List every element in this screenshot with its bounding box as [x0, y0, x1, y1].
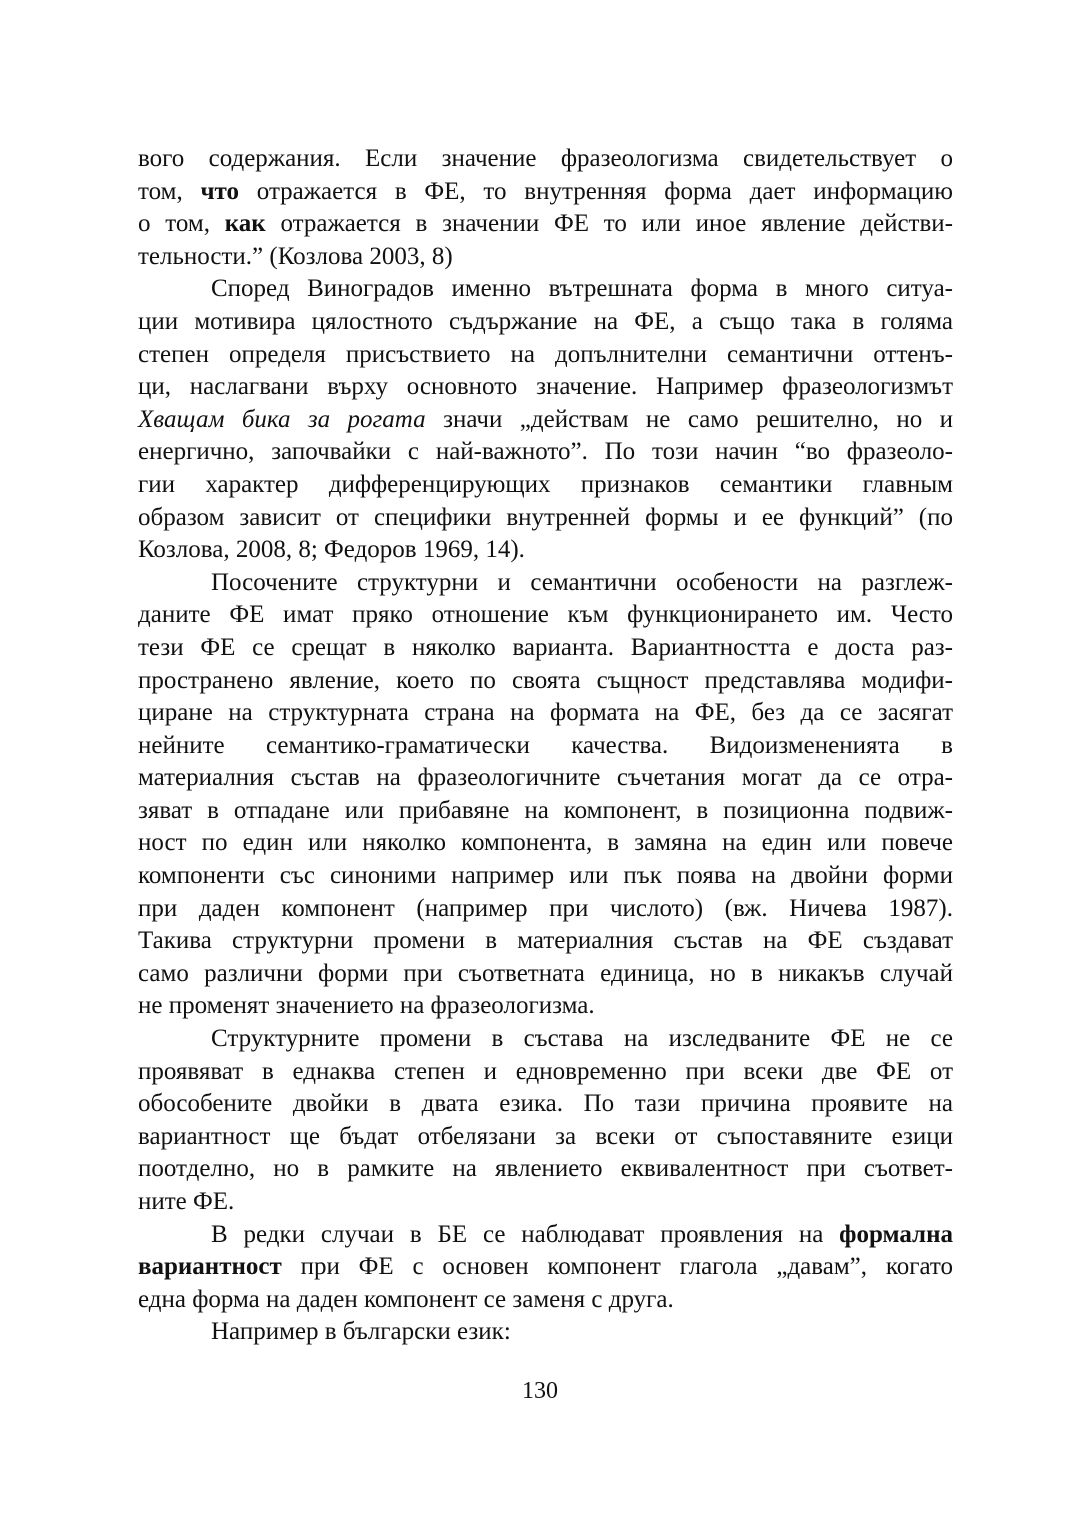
text-segment: при ФЕ с основен компонент глагола „давам”, когато — [281, 1253, 953, 1281]
text-line — [138, 958, 953, 991]
text-segment: зяват в отпадане или прибавяне на компонент, в позиционна подвиж- — [138, 796, 953, 824]
text-line — [138, 1121, 953, 1154]
text-segment: компоненти със синоними например или пък поява на двойни форми — [138, 862, 953, 890]
text-segment: значи „действам не само решително, но и — [425, 405, 953, 433]
text-line — [138, 599, 953, 632]
text-line — [138, 1284, 953, 1317]
text-segment: ните ФЕ. — [138, 1188, 235, 1215]
text-segment: Козлова, 2008, 8; Федоров 1969, 14). — [138, 536, 525, 564]
text-segment: поотделно, но в рамките на явлението еквивалентност при съответ- — [138, 1155, 953, 1183]
text-segment: само различни форми при съответната единица, но в никакъв случай — [138, 959, 953, 987]
text-segment: отражается в ФЕ, то внутренняя форма дает информацию — [239, 177, 953, 205]
text-line — [138, 893, 953, 926]
text-segment: енергично, започвайки с най-важното”. По този начин “во фразеоло- — [138, 438, 953, 466]
text-line — [138, 436, 953, 469]
text-segment: вого содержания. Если значение фразеологизма свидетельствует о — [138, 145, 953, 172]
text-line — [138, 1023, 953, 1056]
text-line — [138, 273, 953, 306]
text-segment: Например в български език: — [211, 1318, 511, 1346]
text-line — [138, 1153, 953, 1186]
page-number: 130 — [522, 1378, 558, 1404]
text-line — [138, 339, 953, 372]
text-segment: гии характер дифференцирующих признаков семантики главным — [138, 470, 953, 498]
text-segment: о том, — [138, 210, 225, 238]
body-text — [138, 143, 953, 1349]
text-line — [138, 925, 953, 958]
text-segment: том, — [138, 177, 201, 205]
text-line — [138, 1316, 953, 1349]
text-segment: нейните семантико-граматически качества. Видоизмененията в — [138, 731, 953, 759]
bold-term: формална — [839, 1220, 953, 1248]
text-segment: проявяват в еднаква степен и едновременно при всеки две ФЕ от — [138, 1057, 953, 1085]
paragraph — [138, 143, 953, 273]
text-line — [138, 502, 953, 535]
italic-phrase: Хващам бика за рогата — [138, 405, 426, 433]
text-line — [138, 1251, 953, 1284]
text-line — [138, 827, 953, 860]
text-line — [138, 469, 953, 502]
text-segment: образом зависит от специфики внутренней формы и ее функций” (по — [138, 503, 953, 531]
text-segment: пространено явление, което по своята същност представлява модифи- — [138, 666, 953, 694]
text-line — [138, 1056, 953, 1089]
text-line — [138, 762, 953, 795]
text-segment: циране на структурната страна на формата на ФЕ, без да се засягат — [138, 699, 953, 727]
paragraph — [138, 273, 953, 566]
text-segment: материалния състав на фразеологичните съчетания могат да се отра- — [138, 764, 953, 792]
text-segment: Такива структурни промени в материалния състав на ФЕ създават — [138, 927, 953, 955]
text-segment: В редки случаи в БЕ се наблюдават проявления на — [211, 1220, 840, 1248]
text-line — [138, 860, 953, 893]
paragraph — [138, 1316, 953, 1349]
text-line — [138, 730, 953, 763]
text-segment: тези ФЕ се срещат в няколко варианта. Вариантността е доста раз- — [138, 633, 953, 661]
paragraph — [138, 1023, 953, 1219]
text-segment: Структурните промени в състава на изследваните ФЕ не се — [211, 1025, 953, 1053]
text-line — [138, 1219, 953, 1252]
text-line — [138, 1186, 953, 1219]
text-line — [138, 632, 953, 665]
text-line — [138, 795, 953, 828]
text-line — [138, 404, 953, 437]
text-segment: обособените двойки в двата езика. По тази причина проявите на — [138, 1090, 953, 1118]
text-line — [138, 306, 953, 339]
text-line — [138, 241, 953, 274]
bold-term: что — [200, 177, 240, 205]
text-segment: степен определя присъствието на допълнителни семантични оттенъ- — [138, 340, 953, 368]
text-segment: отражается в значении ФЕ то или иное явление действи- — [265, 210, 953, 238]
bold-term: вариантност — [138, 1253, 282, 1281]
text-line — [138, 176, 953, 209]
paragraph — [138, 567, 953, 1023]
text-line — [138, 534, 953, 567]
text-segment: не променят значението на фразеологизма. — [138, 992, 595, 1020]
text-line — [138, 208, 953, 241]
text-segment: вариантност ще бъдат отбелязани за всеки от съпоставяните езици — [138, 1122, 953, 1150]
text-line — [138, 665, 953, 698]
text-segment: тельности.” (Козлова 2003, 8) — [138, 242, 453, 270]
text-segment: Посочените структурни и семантични особености на разглеж- — [211, 568, 953, 596]
text-segment: ции мотивира цялостното съдържание на ФЕ, а също така в голяма — [138, 307, 953, 335]
text-segment: при даден компонент (например при числото) (вж. Ничева 1987). — [138, 894, 953, 922]
paragraph — [138, 1219, 953, 1317]
text-line — [138, 697, 953, 730]
text-segment: даните ФЕ имат пряко отношение към функционирането им. Често — [138, 601, 953, 629]
text-segment: ност по един или няколко компонента, в замяна на един или повече — [138, 829, 953, 857]
text-segment: ци, наслагвани върху основното значение. Например фразеологизмът — [138, 373, 953, 401]
text-line — [138, 567, 953, 600]
text-line — [138, 371, 953, 404]
text-segment: една форма на даден компонент се заменя с друга. — [138, 1285, 674, 1313]
text-segment: Според Виноградов именно вътрешната форма в много ситуа- — [211, 275, 953, 303]
text-line — [138, 143, 953, 176]
text-line — [138, 1088, 953, 1121]
text-line — [138, 990, 953, 1023]
bold-term: как — [224, 210, 266, 238]
